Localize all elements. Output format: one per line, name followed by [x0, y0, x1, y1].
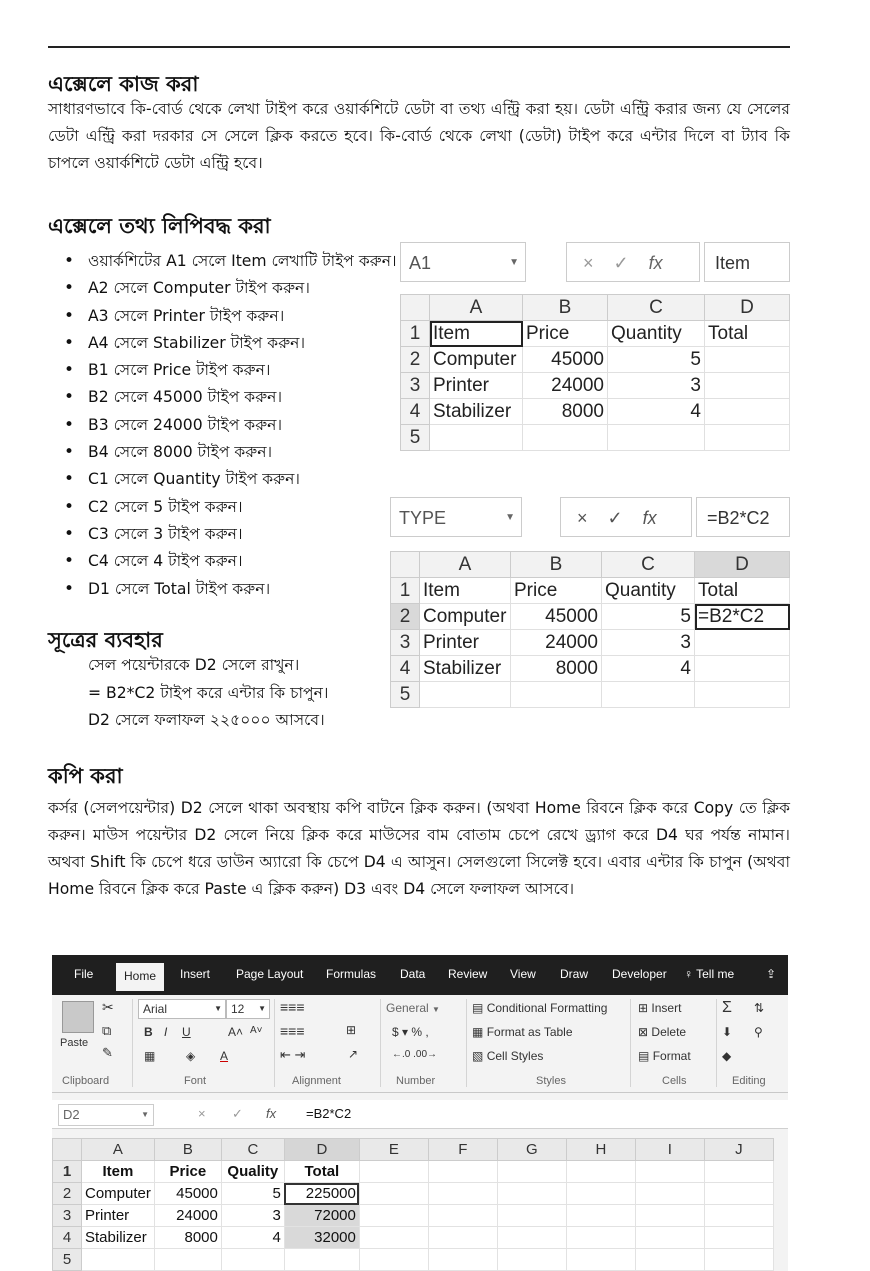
- fx-icon: fx: [648, 253, 663, 273]
- cell[interactable]: [566, 1183, 635, 1205]
- cell[interactable]: [428, 1183, 497, 1205]
- cell[interactable]: 45000: [154, 1183, 221, 1205]
- column-header: F: [428, 1139, 497, 1161]
- cut-icon[interactable]: ✂: [102, 999, 114, 1015]
- cell[interactable]: Total: [695, 578, 790, 604]
- font-color-icon[interactable]: A: [220, 1049, 229, 1063]
- cell[interactable]: Item: [420, 578, 511, 604]
- selected-cell[interactable]: 72000: [284, 1205, 359, 1227]
- heading-excel-work: এক্সেলে কাজ করা: [48, 72, 199, 96]
- insert-label: Insert: [651, 1001, 682, 1015]
- chevron-down-icon: ▼: [141, 1110, 149, 1119]
- cell[interactable]: [359, 1183, 428, 1205]
- cell[interactable]: Computer: [430, 347, 523, 373]
- format-label: Format: [652, 1049, 691, 1063]
- font-name-select[interactable]: [138, 999, 226, 1019]
- cell[interactable]: [284, 1249, 359, 1271]
- formula-bar[interactable]: Item: [704, 242, 790, 282]
- cell[interactable]: [359, 1205, 428, 1227]
- group-cells: Cells: [662, 1075, 687, 1087]
- autosum-icon[interactable]: Σ: [722, 999, 732, 1016]
- group-font: Font: [184, 1075, 207, 1087]
- align-center-icon[interactable]: ≡≡≡: [280, 1023, 305, 1039]
- cell[interactable]: 3: [602, 630, 695, 656]
- column-header: H: [566, 1139, 635, 1161]
- table-row: [53, 1161, 774, 1183]
- conditional-formatting-button[interactable]: [472, 1001, 607, 1015]
- step-item: • A3 সেলে Printer টাইপ করুন।: [62, 303, 392, 330]
- table-row: [53, 1183, 774, 1205]
- table-row: [401, 347, 790, 373]
- row-header: 2: [53, 1183, 82, 1205]
- name-box[interactable]: [400, 242, 526, 282]
- cell[interactable]: 45000: [523, 347, 608, 373]
- formula-step: = B2*C2 টাইপ করে এন্টার কি চাপুন।: [88, 683, 329, 702]
- format-as-table-button[interactable]: [472, 1025, 573, 1039]
- cell[interactable]: Item: [82, 1161, 155, 1183]
- column-header: D: [705, 295, 790, 321]
- heading-formula-use: সূত্রের ব্যবহার: [48, 628, 163, 652]
- cell[interactable]: Quality: [221, 1161, 284, 1183]
- divider: [132, 999, 133, 1087]
- chevron-down-icon: ▼: [258, 1004, 266, 1013]
- step-item: • A2 সেলে Computer টাইপ করুন।: [62, 275, 392, 302]
- spreadsheet-screenshot-1: [400, 242, 790, 454]
- step-item: • C2 সেলে 5 টাইপ করুন।: [62, 494, 392, 521]
- cell[interactable]: [497, 1183, 566, 1205]
- row-header: 3: [401, 373, 430, 399]
- corner-cell: [53, 1139, 82, 1161]
- borders-icon[interactable]: ▦: [144, 1049, 156, 1063]
- cell[interactable]: Stabilizer: [420, 656, 511, 682]
- cell[interactable]: Quantity: [608, 321, 705, 347]
- cell[interactable]: 24000: [154, 1205, 221, 1227]
- row-header: 3: [391, 630, 420, 656]
- table-row: [391, 682, 790, 708]
- group-clipboard: Clipboard: [62, 1075, 110, 1087]
- step-item: • A4 সেলে Stabilizer টাইপ করুন।: [62, 330, 392, 357]
- cell[interactable]: 24000: [511, 630, 602, 656]
- column-header: B: [523, 295, 608, 321]
- find-icon[interactable]: ⚲: [754, 1025, 763, 1039]
- table-row: [401, 425, 790, 451]
- formula-steps: [88, 652, 329, 735]
- cell[interactable]: [635, 1249, 704, 1271]
- cell[interactable]: [154, 1249, 221, 1271]
- group-number: Number: [396, 1075, 436, 1087]
- enter-icon[interactable]: ✓: [232, 1106, 243, 1121]
- fill-icon[interactable]: ⬇: [722, 1025, 733, 1039]
- share-icon[interactable]: ⇪: [766, 967, 777, 981]
- cell[interactable]: [705, 373, 790, 399]
- fill-color-icon[interactable]: ◈: [186, 1049, 196, 1063]
- divider: [274, 999, 275, 1087]
- cell[interactable]: [359, 1161, 428, 1183]
- tab-developer[interactable]: Developer: [612, 967, 667, 981]
- cell[interactable]: [704, 1205, 773, 1227]
- step-item: • B3 সেলে 24000 টাইপ করুন।: [62, 412, 392, 439]
- excel-sheet-grid: [52, 1138, 774, 1271]
- sort-filter-icon[interactable]: ⇅: [754, 1001, 765, 1015]
- bold-button[interactable]: B: [144, 1025, 153, 1039]
- table-row: [401, 399, 790, 425]
- cell[interactable]: [497, 1227, 566, 1249]
- cell[interactable]: 3: [608, 373, 705, 399]
- row-header: 1: [53, 1161, 82, 1183]
- group-styles: Styles: [536, 1075, 566, 1087]
- step-item: • D1 সেলে Total টাইপ করুন।: [62, 576, 392, 603]
- cell[interactable]: [608, 425, 705, 451]
- row-header: 2: [401, 347, 430, 373]
- cell[interactable]: Printer: [430, 373, 523, 399]
- ribbon-tabs: [52, 955, 788, 995]
- merge-icon[interactable]: ⊞: [346, 1023, 357, 1037]
- cell[interactable]: [704, 1161, 773, 1183]
- step-item: • C1 সেলে Quantity টাইপ করুন।: [62, 466, 392, 493]
- indent-icon[interactable]: ⇤ ⇥: [280, 1047, 306, 1062]
- cell-styles-label: Cell Styles: [486, 1049, 544, 1063]
- formula-step: D2 সেলে ফলাফল ২২৫০০০ আসবে।: [88, 711, 325, 729]
- excel-formula-input[interactable]: =B2*C2: [306, 1106, 352, 1121]
- cell[interactable]: [704, 1249, 773, 1271]
- cell[interactable]: [221, 1249, 284, 1271]
- data-entry-steps: [62, 248, 397, 603]
- name-box-value: A1: [409, 253, 432, 273]
- cell-styles-button[interactable]: [472, 1049, 543, 1063]
- paragraph-copy: কর্সর (সেলপয়েন্টার) D2 সেলে থাকা অবস্থায় কপি বাটনে ক্লিক করুন। (অথবা Home রিবনে ক্লিক করে Copy তে ক্লিক করুন। মাউস পয়েন্টার D2 সেলে নিয়ে ক্লিক করে মাউসের বাম বোতাম চেপে রেখে ড্র্যাগ করে D4 ঘর পর্যন্ত নামান। অথবা Shift কি চেপে ধরে ডাউন অ্যারো কি চেপে D4 এ আসুন। সেলগুলো সিলেক্ট হবে। এবার এন্টার কি চাপুন (অথবা Home রিবনে ক্লিক করে Paste এ ক্লিক করুন) D3 এবং D4 সেলে ফলাফল আসবে।: [48, 799, 790, 898]
- group-editing: Editing: [732, 1075, 766, 1087]
- name-box[interactable]: [390, 497, 522, 537]
- font-size-select[interactable]: [226, 999, 270, 1019]
- sheet-grid: [390, 551, 790, 708]
- top-rule: [48, 46, 790, 48]
- format-as-table-label: Format as Table: [486, 1025, 573, 1039]
- row-header: 1: [391, 578, 420, 604]
- cell[interactable]: [635, 1205, 704, 1227]
- cell[interactable]: Item: [430, 321, 523, 347]
- divider: [466, 999, 467, 1087]
- fx-icon[interactable]: fx: [642, 508, 657, 528]
- step-item: • C4 সেলে 4 টাইপ করুন।: [62, 548, 392, 575]
- cell[interactable]: 8000: [511, 656, 602, 682]
- divider: [716, 999, 717, 1087]
- tab-formulas[interactable]: Formulas: [326, 967, 377, 981]
- format-cells-button[interactable]: [638, 1049, 691, 1063]
- decimal-icon[interactable]: ←.0 .00→: [392, 1049, 438, 1060]
- cell[interactable]: [359, 1249, 428, 1271]
- selected-cell[interactable]: 32000: [284, 1227, 359, 1249]
- cell[interactable]: 8000: [154, 1227, 221, 1249]
- column-header: C: [602, 552, 695, 578]
- cell[interactable]: [705, 425, 790, 451]
- column-header: B: [154, 1139, 221, 1161]
- tab-home[interactable]: Home: [116, 963, 164, 991]
- cell[interactable]: [695, 630, 790, 656]
- formula-buttons: [560, 497, 692, 537]
- column-header: D: [284, 1139, 359, 1161]
- cell[interactable]: [497, 1249, 566, 1271]
- table-row: [53, 1249, 774, 1271]
- corner-cell: [391, 552, 420, 578]
- cell[interactable]: [635, 1161, 704, 1183]
- cell[interactable]: [511, 682, 602, 708]
- group-alignment: Alignment: [292, 1075, 341, 1087]
- table-row: [53, 1227, 774, 1249]
- chevron-down-icon: ▼: [214, 1004, 222, 1013]
- underline-button[interactable]: U: [182, 1025, 191, 1039]
- cell[interactable]: 5: [221, 1183, 284, 1205]
- column-header: G: [497, 1139, 566, 1161]
- home-ribbon: [52, 995, 788, 1093]
- cell[interactable]: [497, 1161, 566, 1183]
- row-header: 5: [401, 425, 430, 451]
- cell[interactable]: Price: [511, 578, 602, 604]
- tab-view[interactable]: View: [510, 967, 536, 981]
- active-cell[interactable]: 225000: [284, 1183, 359, 1205]
- column-header: D: [695, 552, 790, 578]
- cell[interactable]: 4: [602, 656, 695, 682]
- cancel-icon: ×: [583, 253, 594, 273]
- tab-page-layout[interactable]: Page Layout: [236, 967, 304, 981]
- tab-data[interactable]: Data: [400, 967, 426, 981]
- cell[interactable]: [566, 1205, 635, 1227]
- cell[interactable]: Printer: [420, 630, 511, 656]
- delete-icon: ⊠: [638, 1025, 649, 1039]
- cell[interactable]: [428, 1161, 497, 1183]
- step-item: • ওয়ার্কশিটের A1 সেলে Item লেখাটি টাইপ করুন।: [62, 248, 392, 275]
- cancel-icon[interactable]: ×: [577, 508, 588, 528]
- row-header: 4: [53, 1227, 82, 1249]
- shrink-font-icon[interactable]: A˅: [250, 1025, 263, 1036]
- table-row: [391, 578, 790, 604]
- cell[interactable]: 4: [221, 1227, 284, 1249]
- conditional-formatting-icon: ▤: [472, 1001, 484, 1015]
- cell[interactable]: [602, 682, 695, 708]
- copy-icon[interactable]: ⧉: [102, 1023, 112, 1038]
- cell[interactable]: [705, 347, 790, 373]
- row-header: 5: [53, 1249, 82, 1271]
- divider: [630, 999, 631, 1087]
- format-icon: ▤: [638, 1049, 650, 1063]
- row-header: 1: [401, 321, 430, 347]
- table-row: [401, 321, 790, 347]
- chevron-down-icon: ▼: [432, 1005, 440, 1014]
- italic-button[interactable]: I: [164, 1025, 168, 1039]
- format-painter-icon[interactable]: ✎: [102, 1045, 113, 1060]
- table-row: [401, 373, 790, 399]
- table-icon: ▦: [472, 1025, 484, 1039]
- grow-font-icon[interactable]: A˄: [228, 1025, 244, 1039]
- align-top-icon[interactable]: ≡≡≡: [280, 999, 305, 1015]
- column-header: J: [704, 1139, 773, 1161]
- cell[interactable]: [428, 1249, 497, 1271]
- formula-bar[interactable]: =B2*C2: [696, 497, 790, 537]
- cell[interactable]: [523, 425, 608, 451]
- cell[interactable]: [428, 1205, 497, 1227]
- column-header: B: [511, 552, 602, 578]
- column-header: I: [635, 1139, 704, 1161]
- corner-cell: [401, 295, 430, 321]
- step-item: • B4 সেলে 8000 টাইপ করুন।: [62, 439, 392, 466]
- cell[interactable]: [497, 1205, 566, 1227]
- cell[interactable]: [635, 1183, 704, 1205]
- step-item: • C3 সেলে 3 টাইপ করুন।: [62, 521, 392, 548]
- column-header: C: [608, 295, 705, 321]
- cell[interactable]: Printer: [82, 1205, 155, 1227]
- divider: [380, 999, 381, 1087]
- spreadsheet-screenshot-2: [390, 497, 790, 715]
- cell[interactable]: [704, 1183, 773, 1205]
- lightbulb-icon: ♀: [684, 967, 693, 981]
- cell[interactable]: [420, 682, 511, 708]
- paste-icon[interactable]: [62, 1001, 94, 1033]
- cell[interactable]: Total: [705, 321, 790, 347]
- step-item: • B2 সেলে 45000 টাইপ করুন।: [62, 384, 392, 411]
- table-row: [391, 630, 790, 656]
- cell[interactable]: 3: [221, 1205, 284, 1227]
- cell[interactable]: [704, 1227, 773, 1249]
- cell[interactable]: [695, 656, 790, 682]
- cell[interactable]: Total: [284, 1161, 359, 1183]
- cell[interactable]: Stabilizer: [430, 399, 523, 425]
- formula-step: সেল পয়েন্টারকে D2 সেলে রাখুন।: [88, 656, 300, 674]
- row-header: 4: [401, 399, 430, 425]
- column-header: E: [359, 1139, 428, 1161]
- cell[interactable]: 8000: [523, 399, 608, 425]
- tell-me[interactable]: [684, 967, 734, 981]
- row-header: 4: [391, 656, 420, 682]
- cell[interactable]: [359, 1227, 428, 1249]
- enter-icon[interactable]: ✓: [607, 508, 623, 528]
- fx-icon[interactable]: fx: [266, 1106, 277, 1121]
- tab-insert[interactable]: Insert: [180, 967, 211, 981]
- currency-icon[interactable]: $ ▾ % ,: [392, 1025, 429, 1039]
- cell[interactable]: Price: [523, 321, 608, 347]
- font-name-value: Arial: [143, 1002, 168, 1016]
- delete-label: Delete: [651, 1025, 687, 1039]
- column-header: A: [82, 1139, 155, 1161]
- tell-me-label: Tell me: [696, 967, 735, 981]
- cell[interactable]: [566, 1227, 635, 1249]
- column-header: A: [430, 295, 523, 321]
- excel-name-box[interactable]: [58, 1104, 154, 1126]
- insert-cells-button[interactable]: [638, 1001, 681, 1015]
- clear-icon[interactable]: ◆: [722, 1049, 732, 1063]
- formula-buttons: [566, 242, 700, 282]
- cell[interactable]: Stabilizer: [82, 1227, 155, 1249]
- cell[interactable]: [635, 1227, 704, 1249]
- table-row: [53, 1205, 774, 1227]
- font-size-value: 12: [231, 1002, 245, 1016]
- cell[interactable]: 24000: [523, 373, 608, 399]
- chevron-down-icon: ▼: [509, 257, 519, 268]
- table-row: [391, 656, 790, 682]
- row-header: 2: [391, 604, 420, 630]
- cell[interactable]: 5: [608, 347, 705, 373]
- column-header: A: [420, 552, 511, 578]
- sheet-grid: [400, 294, 790, 451]
- cell[interactable]: [566, 1161, 635, 1183]
- tab-draw[interactable]: Draw: [560, 967, 589, 981]
- heading-data-entry: এক্সেলে তথ্য লিপিবদ্ধ করা: [48, 214, 271, 238]
- cell[interactable]: Computer: [420, 604, 511, 630]
- paragraph-excel-work: সাধারণভাবে কি-বোর্ড থেকে লেখা টাইপ করে ওয়ার্কশিটে ডেটা বা তথ্য এন্ট্রি করা হয়। ডেটা এন্ট্রি করার জন্য যে সেলের ডেটা এন্ট্রি করা দরকার সে সেলে ক্লিক করতে হবে। কি-বোর্ড থেকে লেখা (ডেটা) টাইপ করে এন্টার দিলে বা ট্যাব কি চাপলে ওয়ার্কশিটে ডেটা এন্ট্রি হবে।: [48, 100, 790, 172]
- orientation-icon[interactable]: ↗: [348, 1047, 359, 1061]
- tab-file[interactable]: File: [74, 967, 94, 981]
- number-format-value: General: [386, 1001, 429, 1015]
- excel-formula-bar: [52, 1100, 788, 1129]
- cell[interactable]: [428, 1227, 497, 1249]
- row-header: 3: [53, 1205, 82, 1227]
- cell[interactable]: Computer: [82, 1183, 155, 1205]
- cell[interactable]: 4: [608, 399, 705, 425]
- conditional-formatting-label: Conditional Formatting: [486, 1001, 608, 1015]
- heading-copy: কপি করা: [48, 764, 123, 788]
- cell[interactable]: Quantity: [602, 578, 695, 604]
- excel-window: [52, 955, 788, 1271]
- tab-review[interactable]: Review: [448, 967, 488, 981]
- cell[interactable]: Price: [154, 1161, 221, 1183]
- cancel-icon[interactable]: ×: [198, 1106, 206, 1121]
- active-cell[interactable]: =B2*C2: [695, 604, 790, 630]
- delete-cells-button[interactable]: [638, 1025, 686, 1039]
- name-box-value: TYPE: [399, 508, 447, 528]
- cell[interactable]: [82, 1249, 155, 1271]
- cell[interactable]: [705, 399, 790, 425]
- cell[interactable]: 5: [602, 604, 695, 630]
- cell[interactable]: [695, 682, 790, 708]
- cell[interactable]: [566, 1249, 635, 1271]
- cell-styles-icon: ▧: [472, 1049, 484, 1063]
- number-format-select[interactable]: [386, 1001, 458, 1015]
- column-header: C: [221, 1139, 284, 1161]
- chevron-down-icon: ▼: [505, 512, 515, 523]
- paste-button[interactable]: Paste: [60, 1037, 89, 1049]
- row-header: 5: [391, 682, 420, 708]
- cell[interactable]: [430, 425, 523, 451]
- cell[interactable]: 45000: [511, 604, 602, 630]
- insert-icon: ⊞: [638, 1001, 649, 1015]
- enter-icon: ✓: [613, 253, 629, 273]
- step-item: • B1 সেলে Price টাইপ করুন।: [62, 357, 392, 384]
- excel-name-box-value: D2: [63, 1107, 80, 1122]
- table-row: [391, 604, 790, 630]
